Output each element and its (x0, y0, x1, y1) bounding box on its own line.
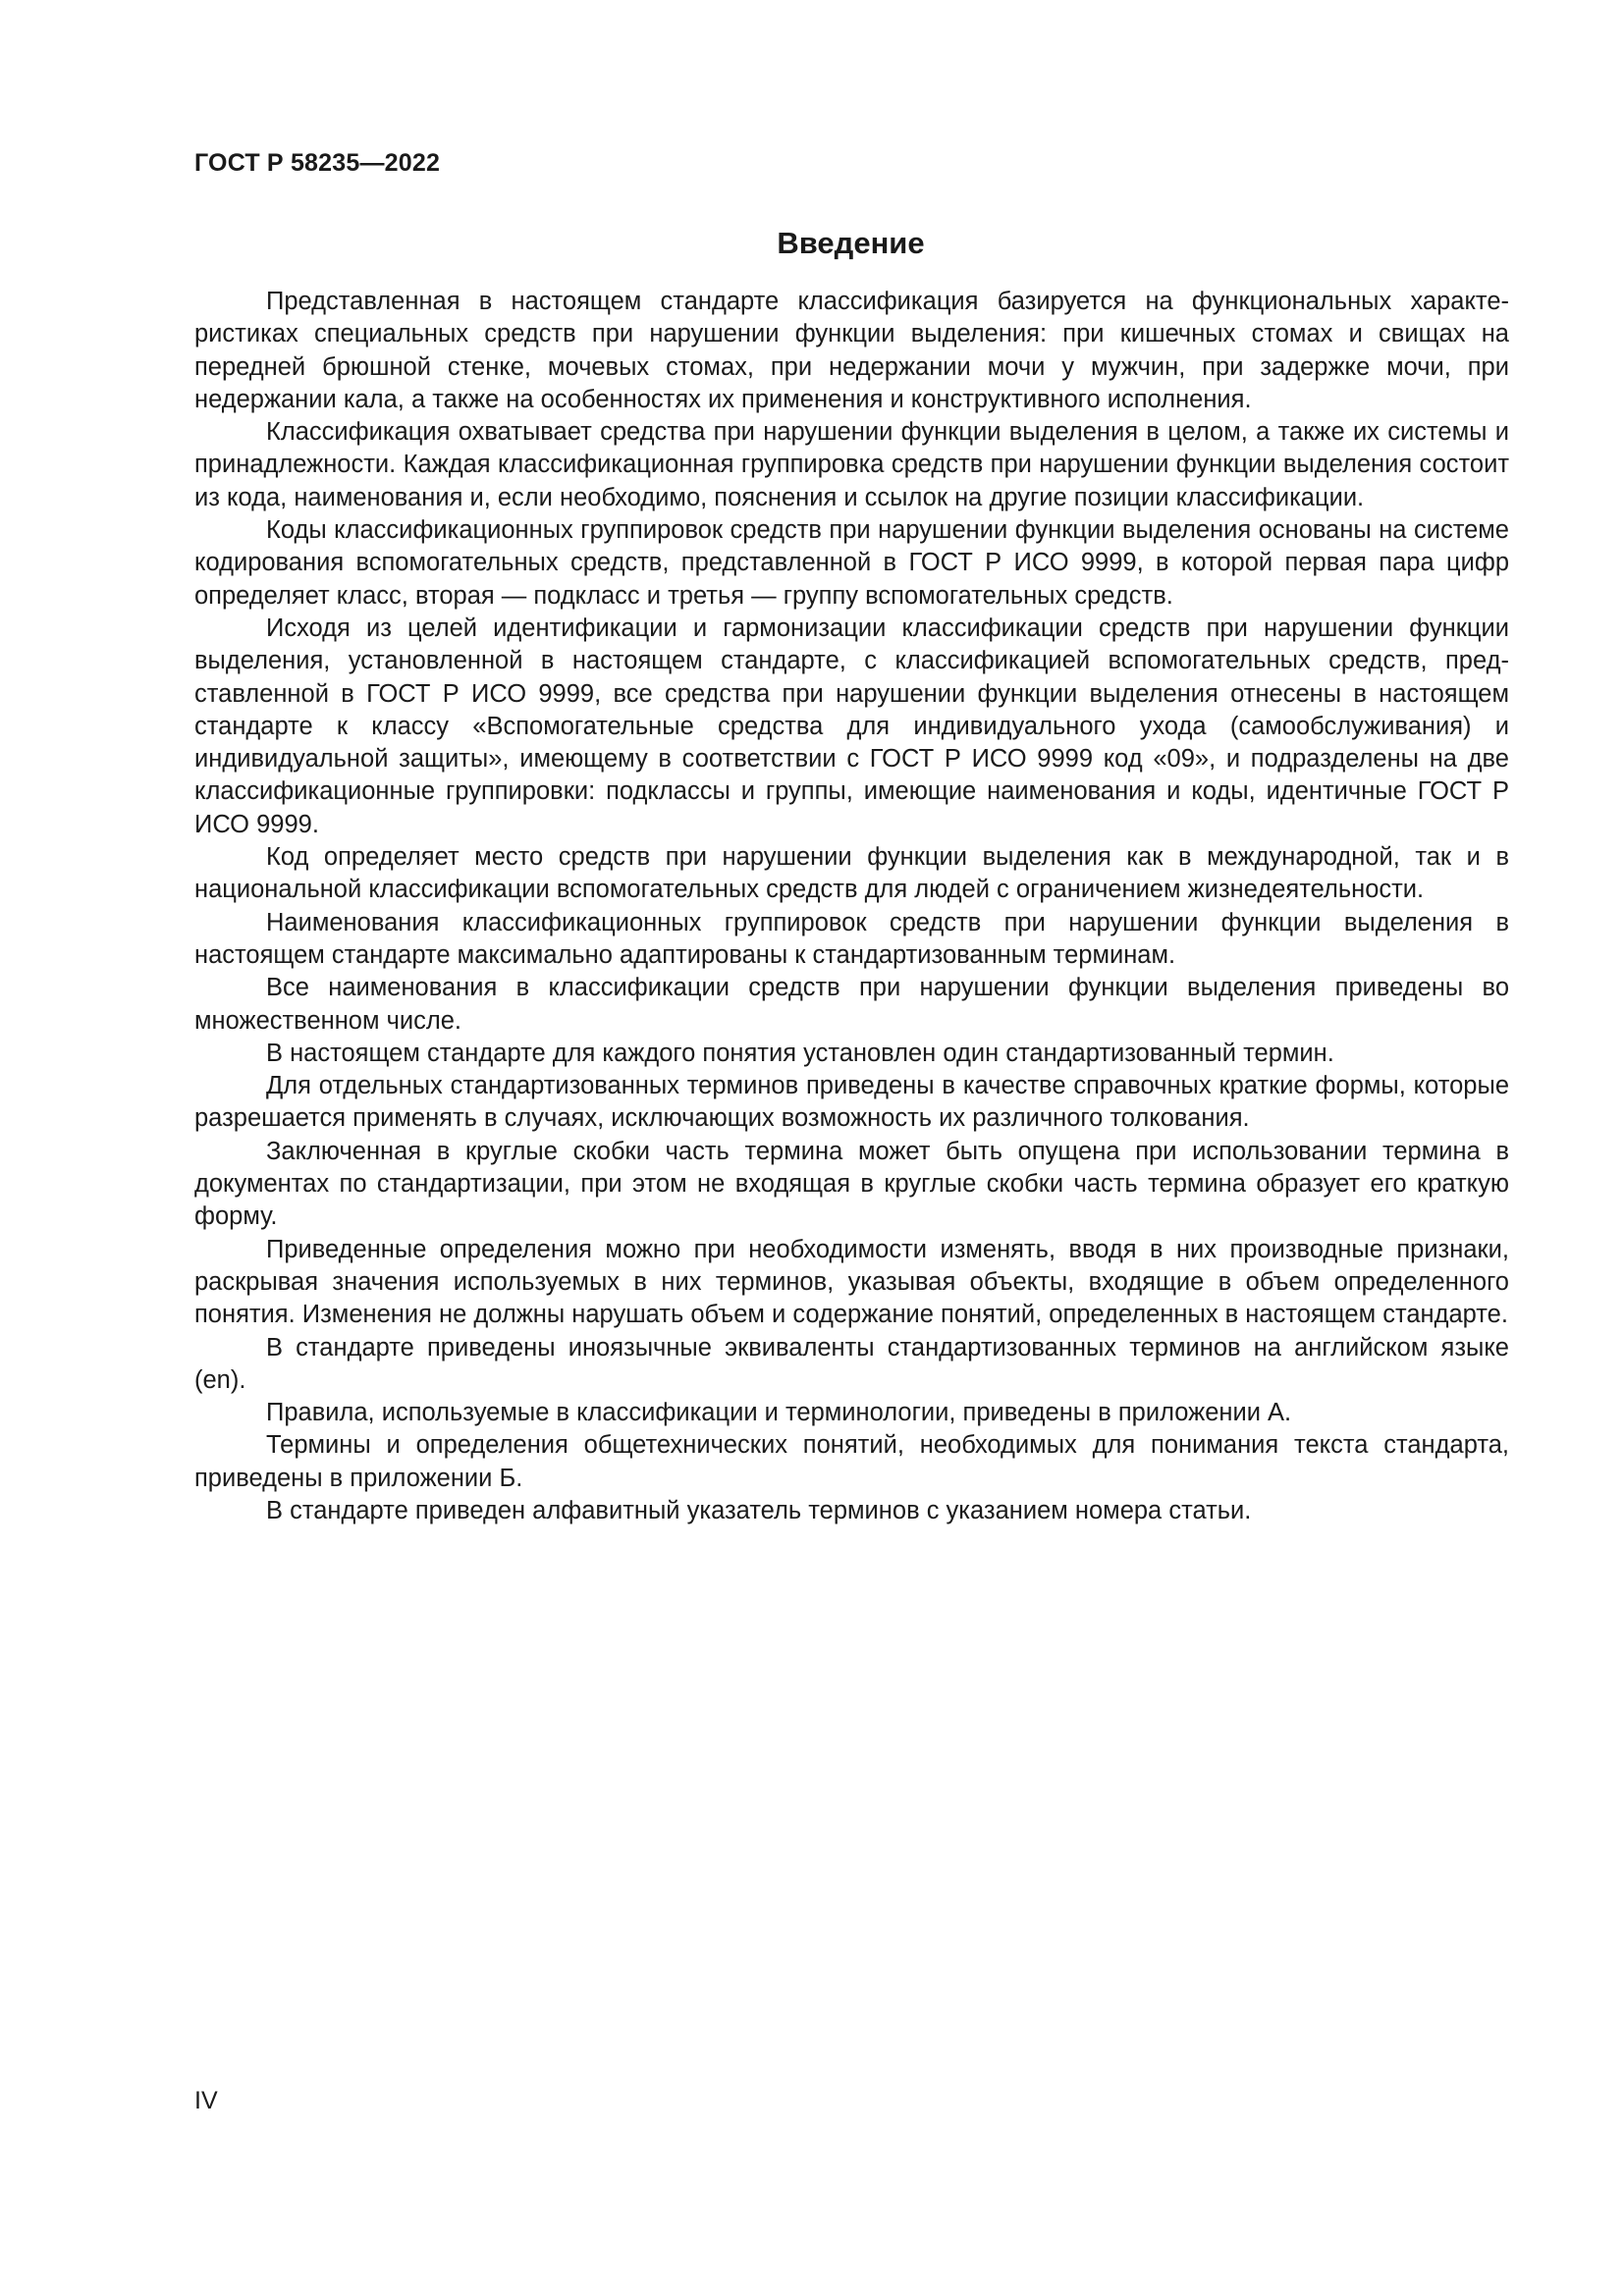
page-number: IV (194, 2087, 218, 2114)
paragraph: В стандарте приведен алфавитный указатель терминов с указанием номера статьи. (266, 1496, 1252, 1524)
paragraph: Наименования классификационных группировок средств при нарушении функции выделения в настоящем стандарте максимально адаптированы к стандартизованным терминам. (194, 908, 1509, 969)
paragraph: Исходя из целей идентификации и гармонизации классификации средств при нарушении функции выделения, установленной в настоящем стандарте, с классификацией вспомогательных средств, представленной в ГОСТ Р ИСО 9999, все средства при нарушении функции выделения отнесены в настоящем стандарте к классу «Вспомогательные средства для индивидуального ухода (самообслуживания) и индивидуальной защиты», имеющему в соответствии с ГОСТ Р ИСО 9999 код «09», и подразделены на две классификационные группировки: подклассы и группы, имеющие наименования и коды, идентичные ГОСТ Р ИСО 9999. (194, 614, 1509, 838)
paragraph: Приведенные определения можно при необходимости изменять, вводя в них производные признаки, раскрывая значения используемых в них терминов, указывая объекты, входящие в объем определенного понятия. Изменения не должны нарушать объем и содержание понятий, определенных в настоящем стандарте. (194, 1235, 1509, 1329)
paragraph: Для отдельных стандартизованных терминов приведены в качестве справочных краткие формы, которые разрешается применять в случаях, исключающих возможность их различного толкования. (194, 1072, 1509, 1133)
document-code: ГОСТ Р 58235—2022 (194, 149, 441, 177)
paragraph: Код определяет место средств при нарушении функции выделения как в международной, так и в национальной классификации вспомогательных средств для людей с ограничением жизнедеятельности. (194, 843, 1509, 904)
section-title: Введение (777, 226, 925, 260)
paragraph: Представленная в настоящем стандарте классификация базируется на функциональных характеристиках специальных средств при нарушении функции выделения: при кишечных стомах и свищах на передней брюшной стенке, мочевых стомах, при недержании мочи у мужчин, при задержке мочи, при недержании кала, а также на особенностях их применения и конструктивного исполнения. (194, 288, 1509, 413)
paragraph: Классификация охватывает средства при нарушении функции выделения в целом, а также их системы и принадлежности. Каждая классификационная группировка средств при нарушении функции выделения состоит из кода, наименования и, если необходимо, пояснения и ссылок на другие позиции классификации. (194, 418, 1509, 511)
body-text (194, 286, 1509, 1527)
paragraph: Правила, используемые в классификации и терминологии, приведены в приложении А. (266, 1399, 1292, 1427)
paragraph: В настоящем стандарте для каждого понятия установлен один стандартизованный термин. (266, 1039, 1334, 1067)
paragraph: Термины и определения общетехнических понятий, необходимых для понимания текста стандарта, приведены в приложении Б. (194, 1431, 1509, 1492)
paragraph: Все наименования в классификации средств при нарушении функции выделения приведены во множественном числе. (194, 974, 1509, 1035)
paragraph: Заключенная в круглые скобки часть термина может быть опущена при использовании термина в документах по стандартизации, при этом не входящая в круглые скобки часть термина образует его краткую форму. (194, 1137, 1509, 1231)
paragraph: Коды классификационных группировок средств при нарушении функции выделения основаны на системе кодирования вспомогательных средств, представленной в ГОСТ Р ИСО 9999, в которой первая пара цифр определяет класс, вторая — подкласс и третья — группу вспомогательных средств. (194, 516, 1509, 610)
paragraph: В стандарте приведены иноязычные эквиваленты стандартизованных терминов на английском языке (en). (194, 1333, 1509, 1394)
